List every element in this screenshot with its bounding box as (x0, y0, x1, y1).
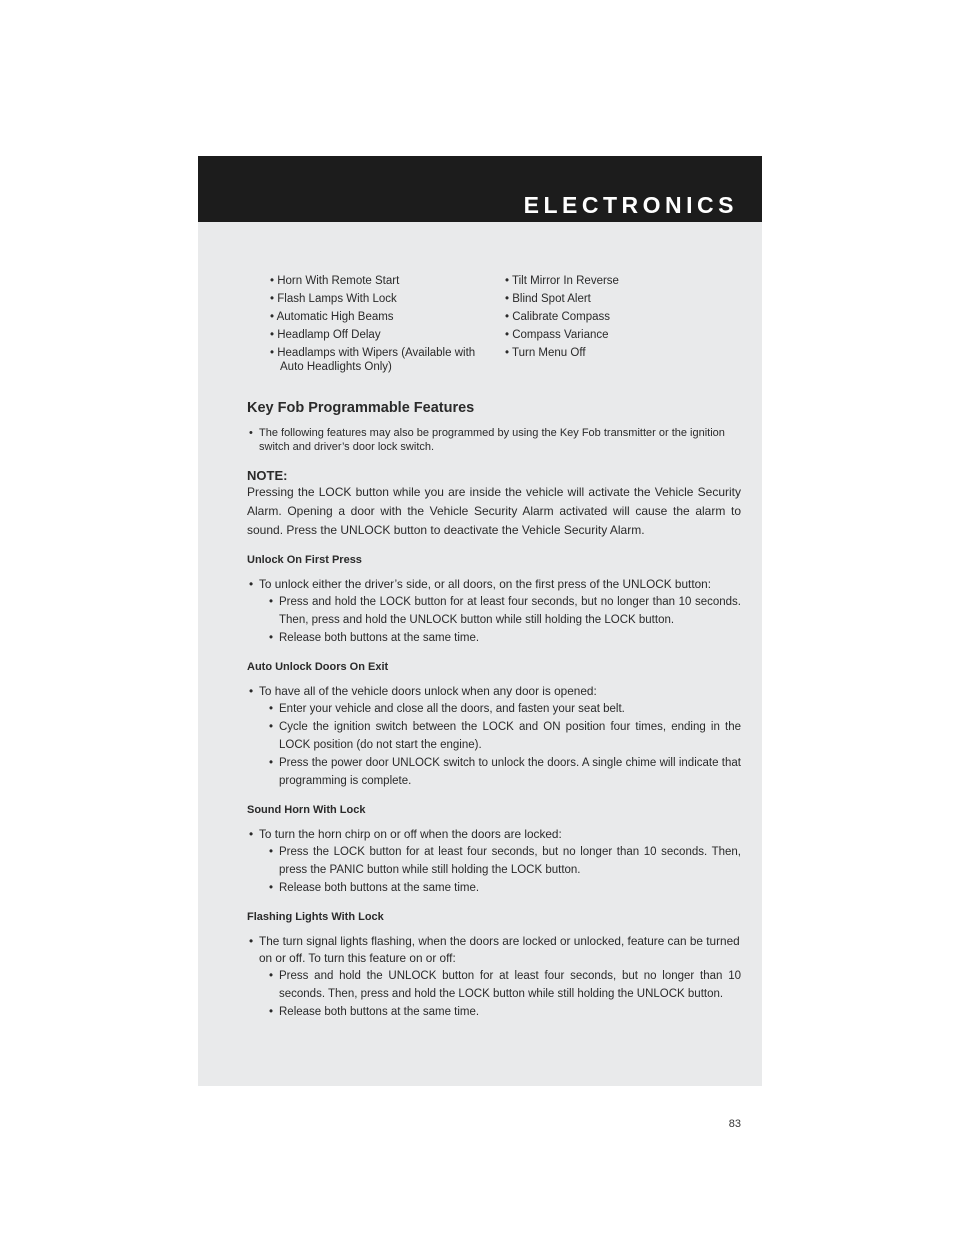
note-text: Pressing the LOCK button while you are inside the vehicle will activate the Vehicle Security Alarm. Opening a door with the Vehicle Security Alarm activated will cause the alarm to sound. Press the UNLOCK button to deactivate the Vehicle Security Alarm. (247, 485, 741, 537)
feature-list (270, 274, 740, 378)
section-title: ELECTRONICS (523, 192, 738, 218)
feature-row (270, 310, 740, 324)
feature-row (270, 328, 740, 342)
step-item: • Press the power door UNLOCK switch to unlock the doors. A single chime will indicate that programming is complete. (269, 757, 741, 787)
feature-item: • Headlamp Off Delay (270, 329, 381, 341)
feature-row (270, 346, 740, 374)
note-label: NOTE: (247, 468, 288, 483)
subsection-heading: Unlock On First Press (247, 554, 362, 566)
list-item: • To unlock either the driver’s side, or all doors, on the first press of the UNLOCK button: (249, 577, 711, 591)
page-number: 83 (728, 1118, 741, 1130)
feature-item: • Calibrate Compass (505, 311, 611, 323)
subsection-heading: Flashing Lights With Lock (247, 911, 384, 923)
section-header (198, 156, 762, 222)
step-item: • Enter your vehicle and close all the doors, and fasten your seat belt. (269, 703, 625, 715)
feature-item: • Headlamps with Wipers (Available with Auto Headlights Only) (270, 347, 476, 373)
feature-item: • Turn Menu Off (505, 347, 586, 359)
manual-page (198, 156, 762, 1130)
subsection-heading: Sound Horn With Lock (247, 804, 366, 816)
step-item: • Release both buttons at the same time. (269, 882, 480, 894)
feature-item: • Compass Variance (505, 329, 609, 341)
keyfob-section (247, 400, 741, 1021)
intro-bullet: • The following features may also be programmed by using the Key Fob transmitter or the ignition switch and driver’s door lock switch. (249, 427, 725, 453)
step-item: • Press and hold the UNLOCK button for at least four seconds, but no longer than 10 seconds. Then, press and hold the LOCK button while still holding the UNLOCK button. (269, 970, 741, 1000)
subsection-heading: Auto Unlock Doors On Exit (247, 661, 389, 673)
list-item: • To turn the horn chirp on or off when the doors are locked: (249, 827, 562, 841)
step-item: • Press the LOCK button for at least four seconds, but no longer than 10 seconds. Then, press the PANIC button while still holding the LOCK button. (269, 846, 741, 876)
section-heading: Key Fob Programmable Features (247, 400, 475, 416)
step-item: • Release both buttons at the same time. (269, 632, 480, 644)
step-item: • Press and hold the LOCK button for at least four seconds, but no longer than 10 seconds. Then, press and hold the UNLOCK button while still holding the LOCK button. (269, 596, 741, 626)
list-item: • To have all of the vehicle doors unlock when any door is opened: (249, 684, 597, 698)
step-item: • Release both buttons at the same time. (269, 1006, 480, 1018)
feature-item: • Automatic High Beams (270, 311, 394, 323)
feature-item: • Tilt Mirror In Reverse (505, 275, 619, 287)
feature-item: • Flash Lamps With Lock (270, 293, 397, 305)
feature-item: • Blind Spot Alert (505, 293, 591, 305)
feature-item: • Horn With Remote Start (270, 275, 400, 287)
list-item: • The turn signal lights flashing, when the doors are locked or unlocked, feature can be turned on or off. To turn this feature on or off: (249, 934, 740, 965)
step-item: • Cycle the ignition switch between the LOCK and ON position four times, ending in the LOCK position (do not start the engine). (269, 721, 741, 751)
feature-row (270, 274, 740, 288)
feature-row (270, 292, 740, 306)
